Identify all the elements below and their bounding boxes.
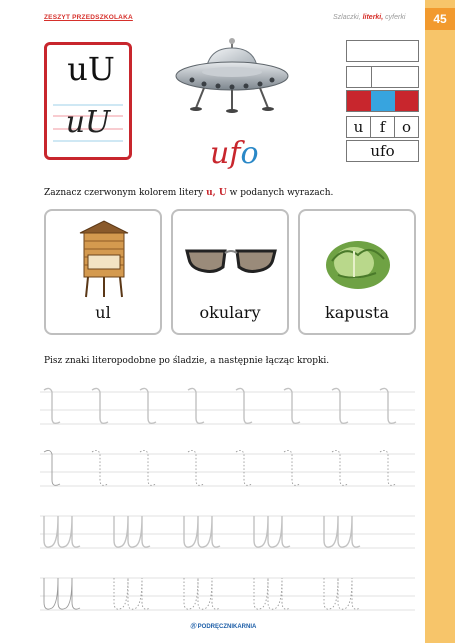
scheme-row-empty-split [346, 66, 419, 88]
scheme-row-empty [346, 40, 419, 62]
word-label: ul [95, 303, 111, 322]
ufo-icon [172, 36, 292, 116]
word-card-ul[interactable] [44, 209, 162, 335]
scheme-word: ufo [346, 140, 419, 162]
word-label: kapusta [325, 303, 389, 322]
trace-glyph[interactable] [236, 388, 252, 423]
trace-glyph[interactable] [236, 450, 252, 485]
trace-glyph[interactable] [324, 578, 360, 609]
scheme-color-cell [347, 91, 371, 111]
scheme-letter: u [347, 117, 371, 137]
tracing-area[interactable] [40, 378, 420, 618]
trace-glyph[interactable] [114, 578, 150, 609]
trace-glyph[interactable] [332, 388, 348, 423]
tab-cyferki: cyferki [385, 14, 406, 21]
ufo-letter: o [240, 136, 259, 171]
trace-glyph[interactable] [284, 388, 300, 423]
script-letters: uU [65, 105, 111, 140]
tab-szlaczki: Szlaczki, [333, 14, 361, 21]
trace-glyph[interactable] [114, 516, 150, 547]
cabbage-icon [324, 231, 392, 293]
beehive-icon [76, 219, 132, 299]
page-number: 45 [425, 8, 455, 30]
letter-card [44, 42, 132, 160]
target-letters: u, U [206, 188, 227, 198]
scheme-letter: f [371, 117, 395, 137]
ufo-letter: f [229, 136, 241, 171]
trace-glyph[interactable] [332, 450, 348, 485]
trace-glyph[interactable] [140, 388, 156, 423]
trace-glyph[interactable] [324, 516, 360, 547]
ufo-letter: u [210, 136, 230, 171]
trace-glyph[interactable] [254, 516, 290, 547]
trace-glyph[interactable] [44, 578, 80, 609]
trace-glyph[interactable] [44, 388, 60, 423]
trace-glyph[interactable] [254, 578, 290, 609]
trace-glyph[interactable] [284, 450, 300, 485]
word-label: okulary [199, 303, 261, 322]
trace-glyph[interactable] [92, 388, 108, 423]
trace-glyph[interactable] [184, 516, 220, 547]
scheme-color-cell [371, 91, 395, 111]
side-bar [425, 0, 455, 643]
print-letters: uU [67, 50, 115, 88]
ufo-word [210, 136, 259, 171]
section-tabs [333, 14, 405, 21]
scheme-color-cell [395, 91, 418, 111]
publisher-logo: Ⓡ PODRĘCZNIKARNIA [190, 624, 257, 630]
trace-glyph[interactable] [188, 450, 204, 485]
task1-instruction: Zaznacz czerwonym kolorem litery u, U w podanych wyrazach. [44, 188, 334, 198]
trace-glyph[interactable] [380, 450, 396, 485]
trace-glyph[interactable] [184, 578, 220, 609]
task2-instruction: Pisz znaki literopodobne po śladzie, a następnie łącząc kropki. [44, 356, 330, 366]
scheme-row-letters [346, 116, 419, 138]
scheme-row-colors [346, 90, 419, 112]
sunglasses-icon [185, 245, 277, 275]
word-card-kapusta[interactable] [298, 209, 416, 335]
series-title: ZESZYT PRZEDSZKOLAKA [44, 14, 133, 21]
trace-glyph[interactable] [140, 450, 156, 485]
word-card-okulary[interactable] [171, 209, 289, 335]
trace-glyph[interactable] [188, 388, 204, 423]
trace-glyph[interactable] [44, 450, 60, 485]
trace-glyph[interactable] [92, 450, 108, 485]
tab-literki: literki, [362, 14, 384, 21]
trace-glyph[interactable] [44, 516, 80, 547]
scheme-letter: o [401, 118, 412, 136]
trace-glyph[interactable] [380, 388, 396, 423]
